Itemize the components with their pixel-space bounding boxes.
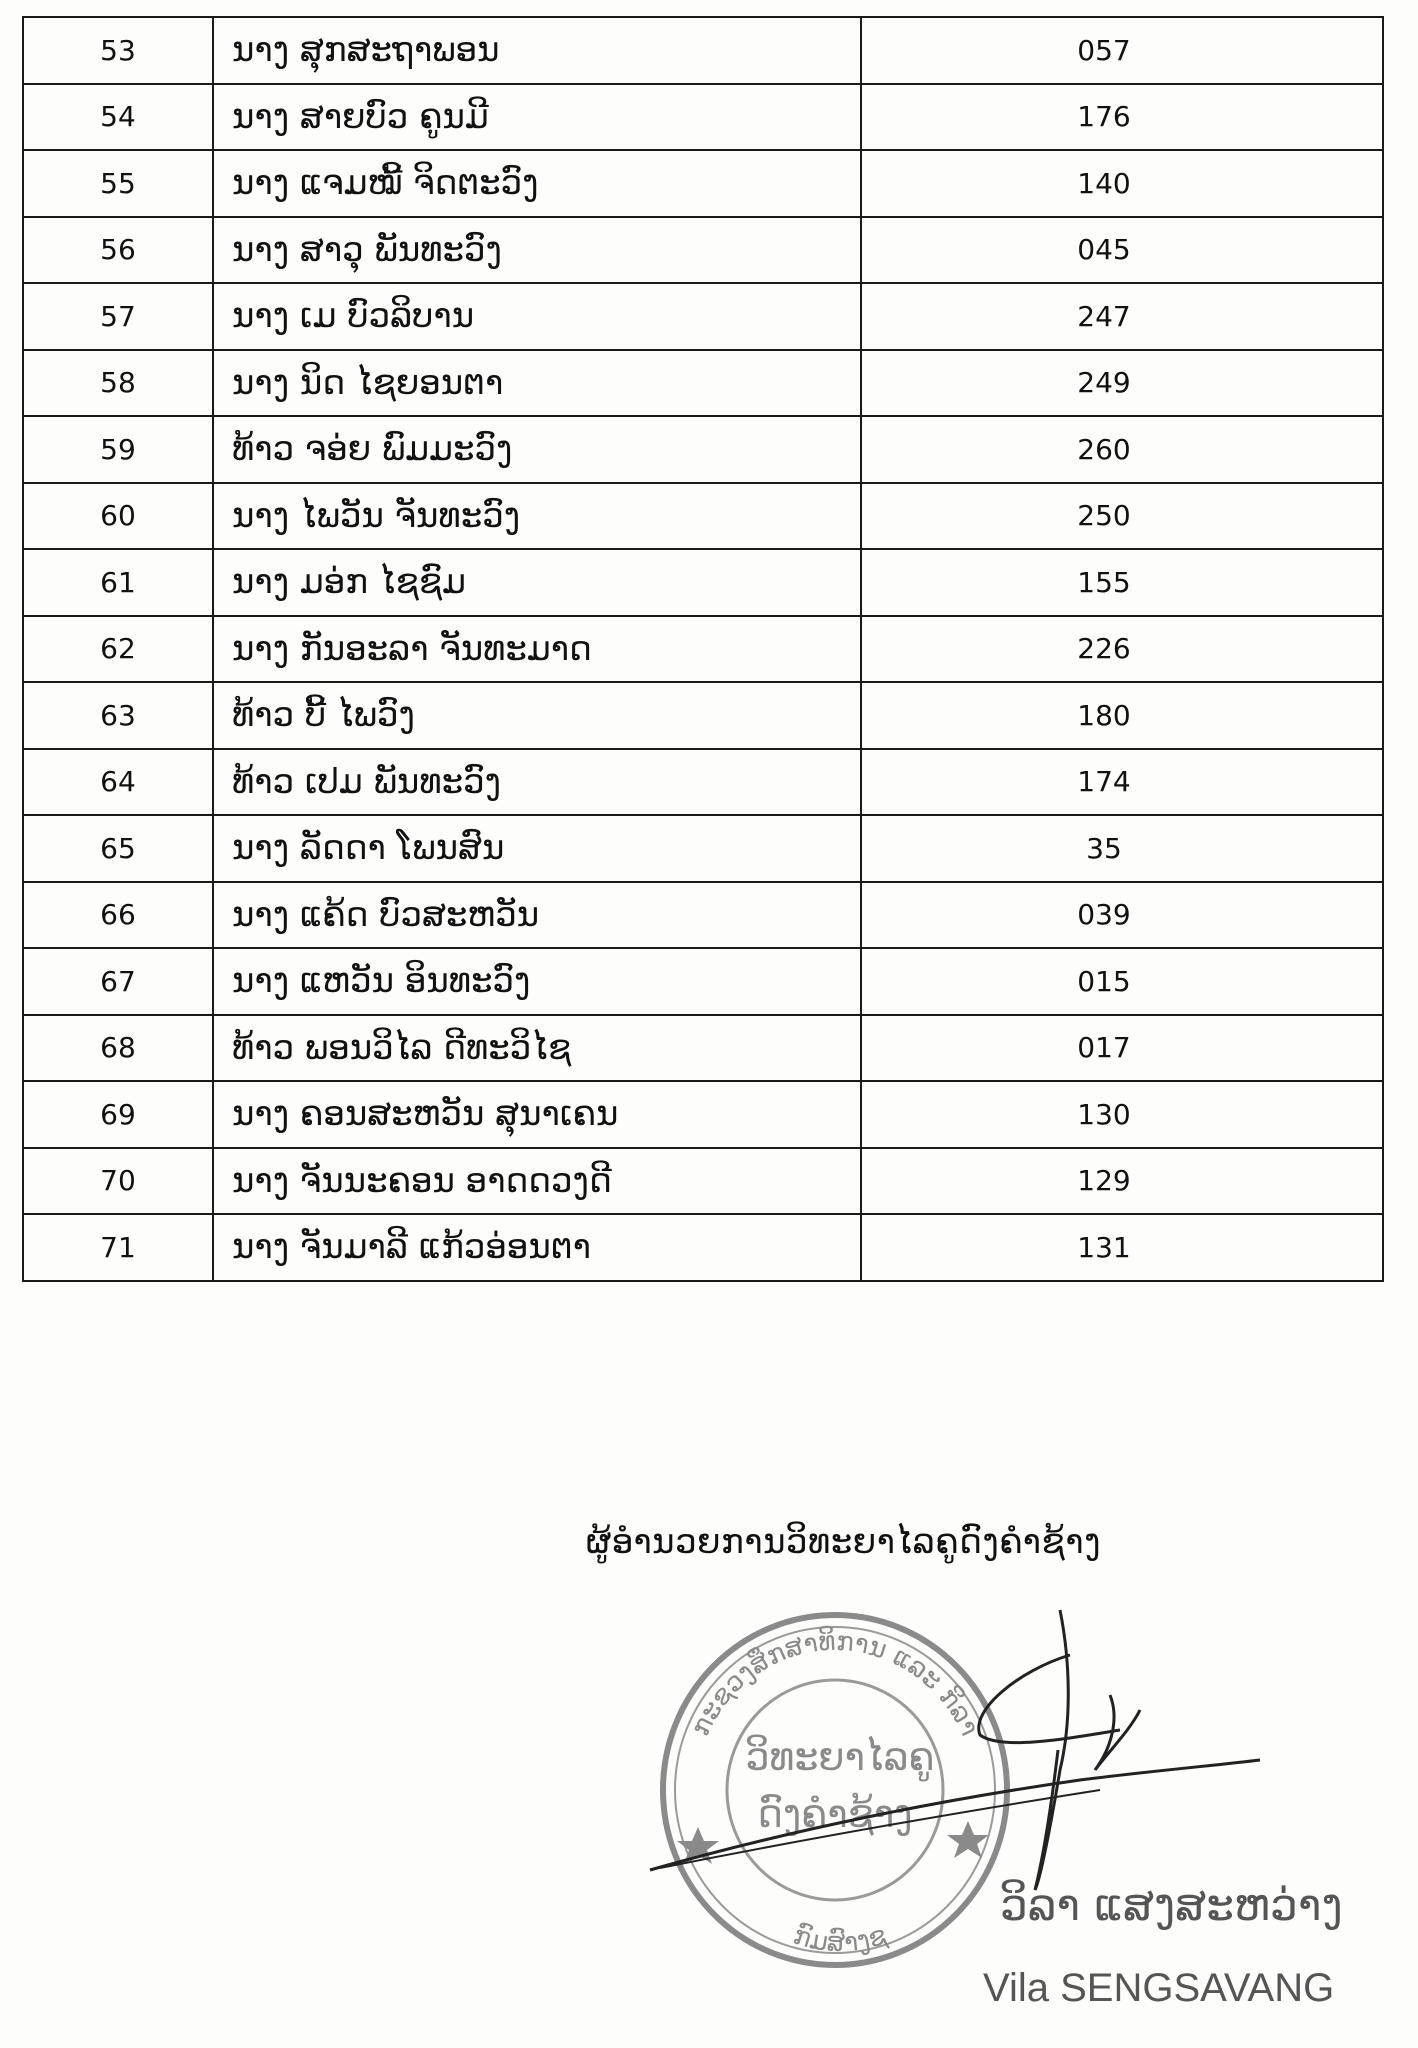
table-row xyxy=(23,549,1383,616)
student-code-cell: 249 xyxy=(861,350,1383,417)
student-name-cell: ທ້າວ ເປມ ພັນທະວົງ xyxy=(213,749,861,816)
row-number-cell: 54 xyxy=(23,84,213,151)
student-code-cell: 35 xyxy=(861,815,1383,882)
seal-outer-text: ກະຊວງສຶກສາທິການ ແລະ ກິລາ xyxy=(685,1626,985,1741)
row-number-cell: 56 xyxy=(23,217,213,284)
signer-name-latin: Vila SENGSAVANG xyxy=(983,1966,1335,2010)
student-name-cell: ນາງ ໄພວັນ ຈັນທະວົງ xyxy=(213,483,861,550)
row-number-cell: 59 xyxy=(23,416,213,483)
student-name-cell: ທ້າວ ບີ້ ໄພວົງ xyxy=(213,682,861,749)
table-row xyxy=(23,1214,1383,1281)
row-number-cell: 55 xyxy=(23,150,213,217)
table-row xyxy=(23,682,1383,749)
student-code-cell: 045 xyxy=(861,217,1383,284)
row-number-cell: 68 xyxy=(23,1015,213,1082)
student-name-cell: ນາງ ແຫວັນ ອິນທະວົງ xyxy=(213,948,861,1015)
student-name-cell: ນາງ ສຸກສະຖາພອນ xyxy=(213,17,861,84)
row-number-cell: 53 xyxy=(23,17,213,84)
student-name-cell: ທ້າວ ພອນວິໄລ ດີທະວິໄຊ xyxy=(213,1015,861,1082)
student-name-cell: ນາງ ສາຍບົວ ຄູນມີ xyxy=(213,84,861,151)
table-row xyxy=(23,217,1383,284)
student-table xyxy=(22,16,1384,1282)
row-number-cell: 58 xyxy=(23,350,213,417)
student-name-cell: ນາງ ຄອນສະຫວັນ ສຸນາເຄນ xyxy=(213,1081,861,1148)
seal-bottom-text: ກົມສົາງຊ xyxy=(789,1920,891,1959)
student-name-cell: ນາງ ມອ່ກ ໄຊຊົມ xyxy=(213,549,861,616)
student-name-cell: ນາງ ຈັນມາລີ ແກ້ວອ່ອນຕາ xyxy=(213,1214,861,1281)
student-code-cell: 260 xyxy=(861,416,1383,483)
table-row xyxy=(23,616,1383,683)
student-code-cell: 017 xyxy=(861,1015,1383,1082)
table-row xyxy=(23,815,1383,882)
student-code-cell: 180 xyxy=(861,682,1383,749)
row-number-cell: 63 xyxy=(23,682,213,749)
student-code-cell: 015 xyxy=(861,948,1383,1015)
row-number-cell: 69 xyxy=(23,1081,213,1148)
table-row xyxy=(23,283,1383,350)
row-number-cell: 62 xyxy=(23,616,213,683)
table-row xyxy=(23,150,1383,217)
row-number-cell: 66 xyxy=(23,882,213,949)
student-name-cell: ນາງ ແຈມໝີ້ ຈິດຕະວົງ xyxy=(213,150,861,217)
seal-center-line2: ດົງຄຳຊ້າງ xyxy=(757,1792,913,1836)
table-row xyxy=(23,1081,1383,1148)
student-table-body xyxy=(23,17,1383,1281)
row-number-cell: 57 xyxy=(23,283,213,350)
table-row xyxy=(23,84,1383,151)
table-row xyxy=(23,882,1383,949)
student-code-cell: 130 xyxy=(861,1081,1383,1148)
table-row xyxy=(23,1015,1383,1082)
student-code-cell: 131 xyxy=(861,1214,1383,1281)
student-name-cell: ນາງ ຈັນນະຄອນ ອາດດວງດີ xyxy=(213,1148,861,1215)
table-row xyxy=(23,1148,1383,1215)
student-code-cell: 174 xyxy=(861,749,1383,816)
student-name-cell: ທ້າວ ຈອ່ຍ ພົມມະວົງ xyxy=(213,416,861,483)
student-code-cell: 247 xyxy=(861,283,1383,350)
row-number-cell: 64 xyxy=(23,749,213,816)
student-code-cell: 250 xyxy=(861,483,1383,550)
row-number-cell: 71 xyxy=(23,1214,213,1281)
student-name-cell: ນາງ ແຄ້ດ ບົວສະຫວັນ xyxy=(213,882,861,949)
student-code-cell: 039 xyxy=(861,882,1383,949)
table-row xyxy=(23,749,1383,816)
student-name-cell: ນາງ ກັນອະລາ ຈັນທະມາດ xyxy=(213,616,861,683)
student-code-cell: 155 xyxy=(861,549,1383,616)
table-row xyxy=(23,350,1383,417)
signer-name-lao: ວິລາ ແສງສະຫວ່າງ xyxy=(1000,1880,1343,1931)
student-code-cell: 129 xyxy=(861,1148,1383,1215)
seal-center-line1: ວິທະຍາໄລຄູ xyxy=(745,1735,935,1779)
table-row xyxy=(23,17,1383,84)
table-row xyxy=(23,948,1383,1015)
row-number-cell: 61 xyxy=(23,549,213,616)
student-code-cell: 226 xyxy=(861,616,1383,683)
table-row xyxy=(23,483,1383,550)
row-number-cell: 65 xyxy=(23,815,213,882)
table-row xyxy=(23,416,1383,483)
student-name-cell: ນາງ ນິດ ໄຊຍອນຕາ xyxy=(213,350,861,417)
student-code-cell: 140 xyxy=(861,150,1383,217)
row-number-cell: 60 xyxy=(23,483,213,550)
row-number-cell: 70 xyxy=(23,1148,213,1215)
signatory-title: ຜູ້ອຳນວຍການວິທະຍາໄລຄູດົງຄຳຊ້າງ xyxy=(586,1522,1101,1562)
student-code-cell: 057 xyxy=(861,17,1383,84)
row-number-cell: 67 xyxy=(23,948,213,1015)
student-name-cell: ນາງ ເມ ບົວລິບານ xyxy=(213,283,861,350)
handwritten-signature xyxy=(640,1600,1280,1900)
student-name-cell: ນາງ ສາວຸ ພັນທະວົງ xyxy=(213,217,861,284)
student-code-cell: 176 xyxy=(861,84,1383,151)
student-name-cell: ນາງ ລັດດາ ໂພນສົນ xyxy=(213,815,861,882)
